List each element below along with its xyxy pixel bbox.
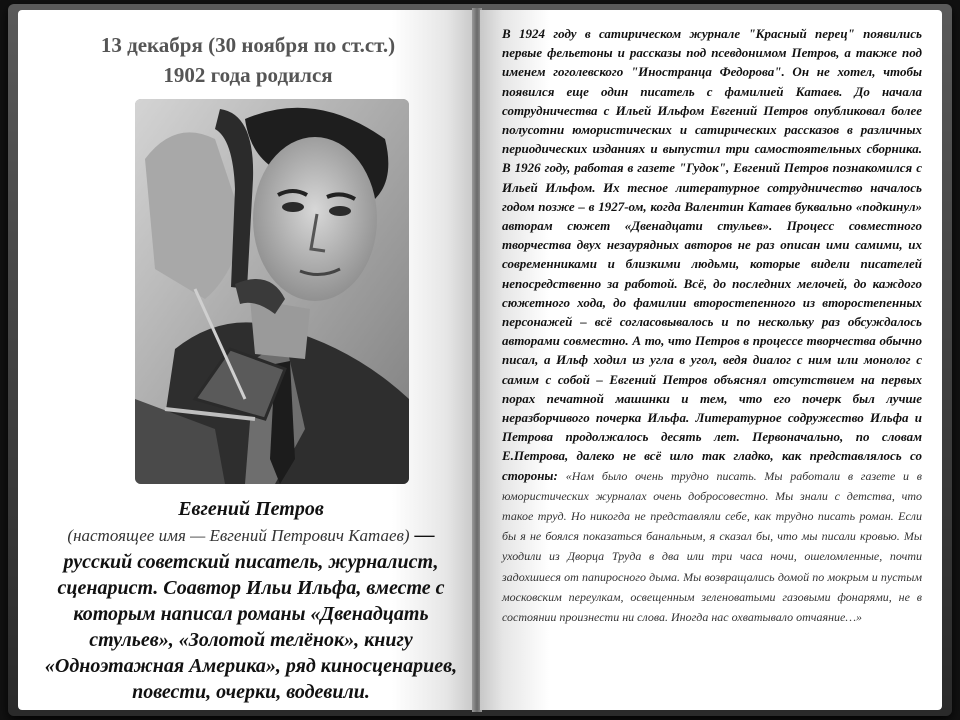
page-title <box>58 30 438 90</box>
person-name: Евгений Петров <box>178 498 324 520</box>
real-name-note: (настоящее имя — Евгений Петрович Катаев) <box>67 526 410 545</box>
portrait-photo <box>135 99 409 484</box>
petrov-quote: «Нам было очень трудно писать. Мы работали в газете и в юмористических журналах очень добросовестно. Мы знали с детства, что такое труд. Но никогда не представляли себе, как трудно писать роман. Если бы я не боялся показаться банальным, я сказал бы, что мы писали кровью. Мы уходили из Дворца Труда в два или три часа ночи, ошеломленные, почти задохшиеся от папиросного дыма. Мы возвращались домой по мокрым и пустым московским переулкам, освещенным зеленоватыми газовыми фонарями, не в состоянии произнести ни слова. Иногда нас охватывало отчаяние…» <box>502 468 922 625</box>
biography-text <box>502 24 922 627</box>
title-line-year: 1902 года родился <box>163 63 333 87</box>
biography-summary: — русский советский писатель, журналист, сценарист. Соавтор Ильи Ильфа, вместе с которым написал романы «Двенадцать стульев», «Золотой телёнок», книгу «Одноэтажная Америка», ряд киносценариев, повести, очерки, водевили. <box>44 524 458 703</box>
title-line-date: 13 декабря (30 ноября по ст.ст.) <box>100 33 396 57</box>
open-book <box>8 4 952 716</box>
portrait-photo-icon <box>135 99 409 484</box>
portrait-caption <box>36 496 466 705</box>
right-page <box>480 10 942 710</box>
biography-paragraph: В 1924 году в сатирическом журнале "Красный перец" появились первые фельетоны и рассказы под псевдонимом Петров, а также под именем гоголевского "Иностранца Федорова". Он не хотел, чтобы появился еще один писатель с фамилией Катаев. До начала сотрудничества с Ильей Ильфом Евгений Петров опубликовал более полусотни юмористических и сатирических рассказов в различных периодических изданиях и выпустил три самостоятельных сборника. В 1926 году, работая в газете "Гудок", Евгений Петров познакомился с Ильей Ильфом. Их тесное литературное сотрудничество началось годом позже – в 1927-ом, когда Валентин Катаев буквально «подкинул» авторам сюжет «Двенадцати стульев». Процесс совместного творчества двух незаурядных авторов не раз описан ими самими, их современниками и близкими людьми, которые видели писателей непосредственно за работой. Всё, до последних мелочей, до каждого сюжетного хода, до фамилии второстепенного из второстепенных персонажей – всё согласовывалось и по нескольку раз обсуждалось авторами совместно. А то, что Петров в процессе творчества обычно писал, а Ильф ходил из угла в угол, ведя диалог с ним или монолог с самим с собой – Евгений Петров объяснял отсутствием на первых порах печатной машинки и тем, что его почерк был лучше неразборчивого почерка Ильфа. Литературное содружество Ильфа и Петрова продолжалось десять лет. Первоначально, по словам Е.Петрова, далеко не всё шло так гладко, как представлялось со стороны: <box>502 26 922 483</box>
left-page <box>18 10 474 710</box>
